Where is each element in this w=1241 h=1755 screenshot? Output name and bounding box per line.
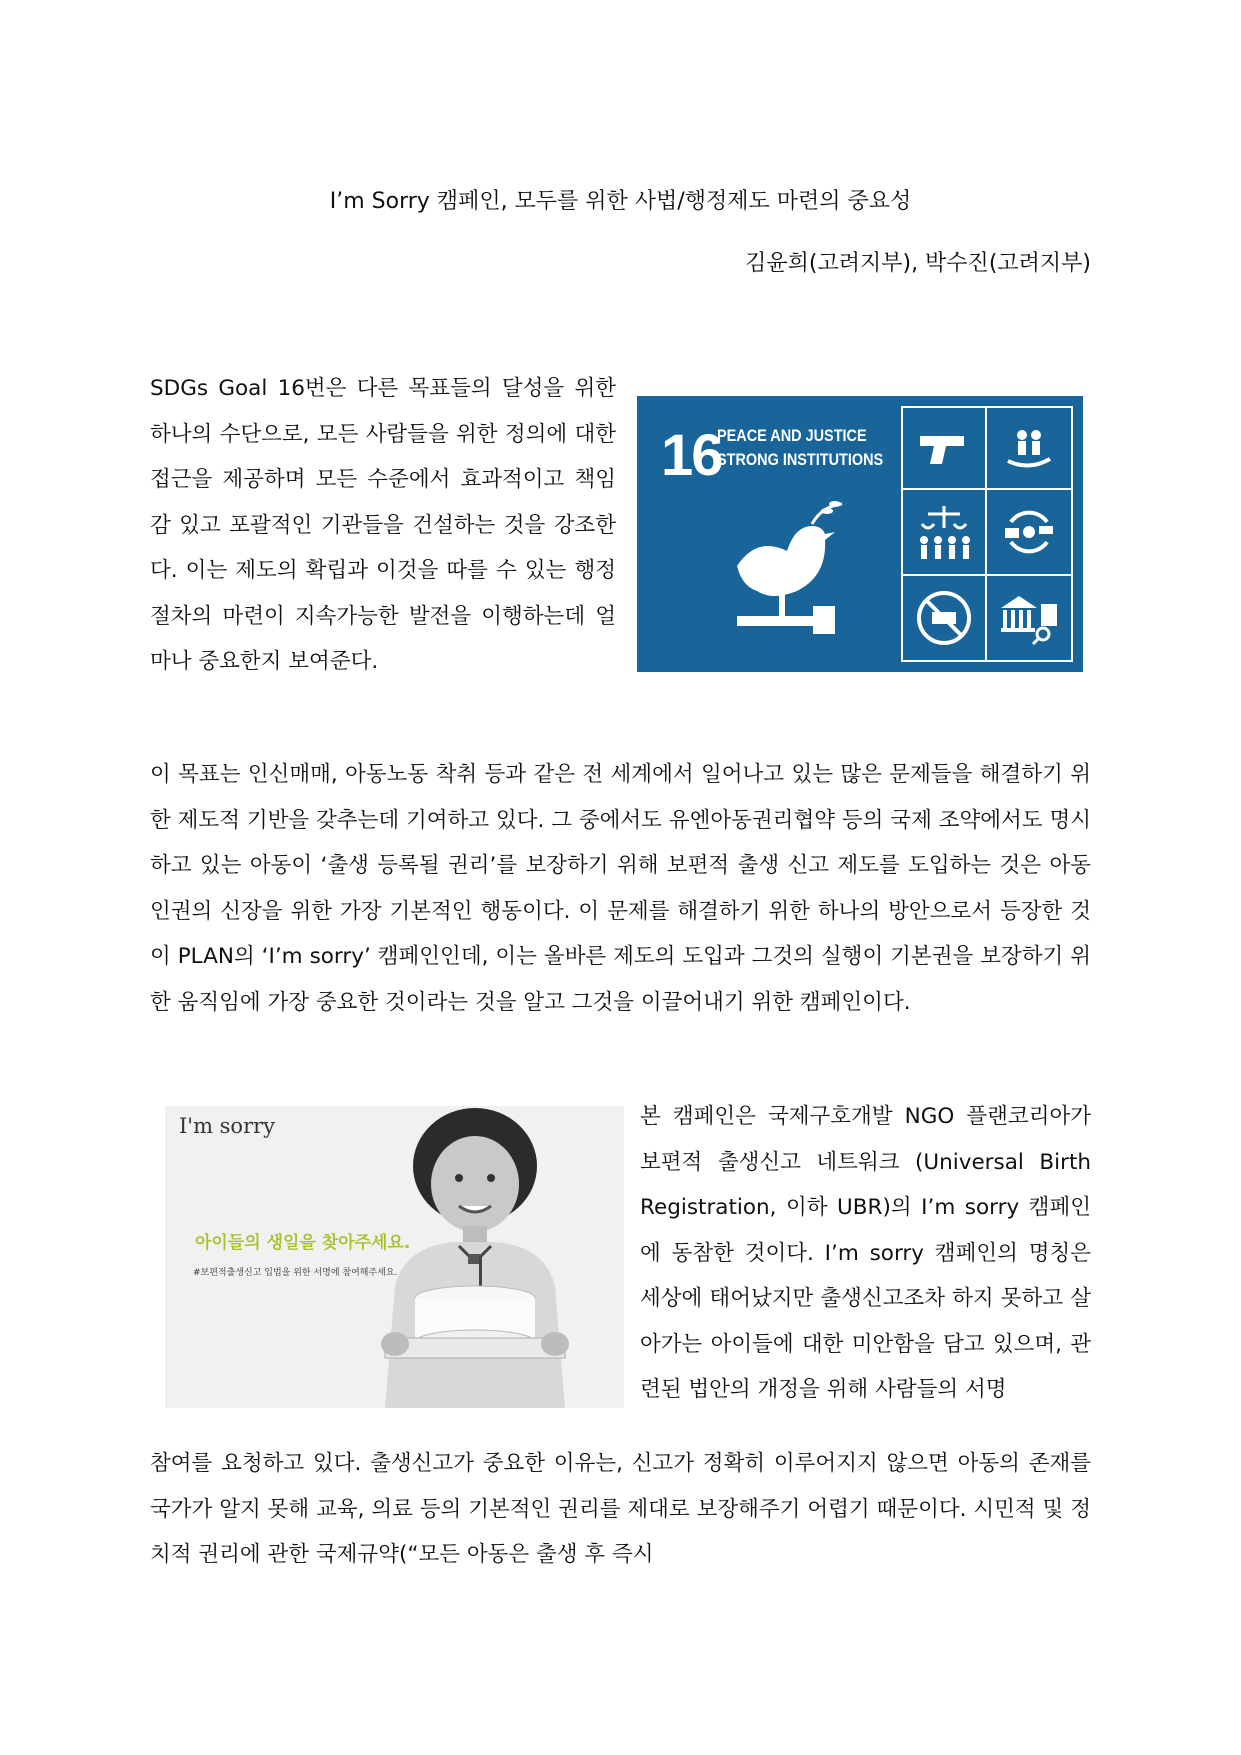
sdg-label — [717, 424, 883, 472]
scales-people-icon — [901, 488, 987, 576]
paragraph-campaign-cont: 참여를 요청하고 있다. 출생신고가 중요한 이유는, 신고가 정확히 이루어지지 않으면 아동의 존재를 국가가 알지 못해 교육, 의료 등의 기본적인 권리를 제대로 보장해주기 어렵기 때문이다. 시민적 및 정치적 권리에 관한 국제규약(“모든 아동은 출생 후 즉시 — [150, 1451, 1091, 1567]
gun-icon — [901, 406, 987, 490]
dove-gavel-icon — [717, 496, 847, 646]
sdg-label-line1: PEACE AND JUSTICE — [717, 426, 867, 445]
sdg-label-line2: STRONG INSTITUTIONS — [717, 450, 884, 469]
sdg16-image — [637, 396, 1083, 672]
document-authors: 김윤희(고려지부), 박수진(고려지부) — [745, 251, 1091, 276]
paragraph-goal: 이 목표는 인신매매, 아동노동 착취 등과 같은 전 세계에서 일어나고 있는 많은 문제들을 해결하기 위한 제도적 기반을 갖추는데 기여하고 있다. 그 중에서도 유엔아동권리협약 등의 국제 조약에서도 명시하고 있는 아동이 ‘출생 등록될 권리’를 보장하기 위해 보편적 출생 신고 제도를 도입하는 것은 아동 인권의 신장을 위한 가장 기본적인 행동이다. 이 문제를 해결하기 위한 하나의 방안으로서 등장한 것이 PLAN의 ‘I’m sorry’ 캠페인인데, 이는 올바른 제도의 도입과 그것의 실행이 기본권을 보장하기 위한 움직임에 가장 중요한 것이라는 것을 알고 그것을 이끌어내기 위한 캠페인이다. — [150, 762, 1091, 1015]
campaign-image — [165, 1106, 624, 1408]
child-with-cake-illustration — [355, 1106, 615, 1408]
campaign-brand: I'm sorry — [179, 1114, 276, 1138]
sdg-target-icons — [901, 406, 1073, 662]
campaign-slogan: 아이들의 생일을 찾아주세요. — [195, 1233, 411, 1253]
document-title: I’m Sorry 캠페인, 모두를 위한 사법/행정제도 마련의 중요성 — [329, 189, 912, 214]
no-bribery-icon — [901, 574, 987, 662]
institution-search-icon — [985, 574, 1073, 662]
paragraph-campaign: 본 캠페인은 국제구호개발 NGO 플랜코리아가 보편적 출생신고 네트워크 (Universal Birth Registration, 이하 UBR)의 I’m sorry 캠페인에 동참한 것이다. I’m sorry 캠페인의 명칭은 세상에 태어났지만 출생신고조차 하지 못하고 살아가는 아이들에 대한 미안함을 담고 있으며, 관련된 법안의 개정을 위해 사람들의 서명 — [640, 1104, 1091, 1402]
sdg-number: 16 — [661, 423, 722, 488]
family-hand-icon — [985, 406, 1073, 490]
paragraph-intro: SDGs Goal 16번은 다른 목표들의 달성을 위한 하나의 수단으로, 모든 사람들을 위한 정의에 대한 접근을 제공하며 모든 수준에서 효과적이고 책임감 있고 포괄적인 기관들을 건설하는 것을 강조한다. 이는 제도의 확립과 이것을 따를 수 있는 행정절차의 마련이 지속가능한 발전을 이행하는데 얼마나 중요한지 보여준다. — [150, 376, 616, 674]
campaign-subtext: #보편적출생신고 입법을 위한 서명에 참여해주세요. — [193, 1268, 398, 1278]
money-arms-cycle-icon — [985, 488, 1073, 576]
